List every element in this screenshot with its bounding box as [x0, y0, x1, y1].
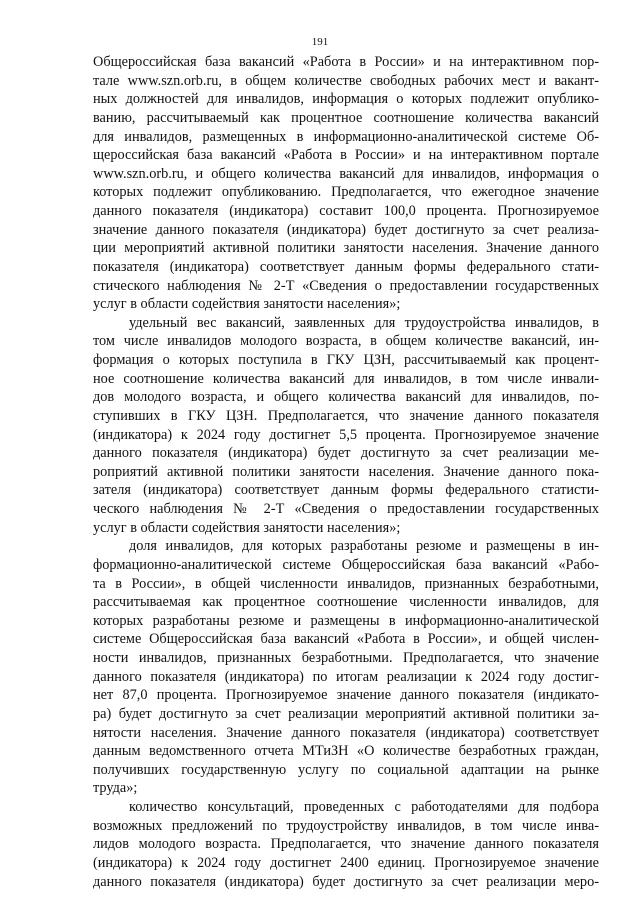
text-line: системе Общероссийская база вакансий «Работа в России», и общей числен-: [93, 631, 599, 648]
text-line: значение данного показателя (индикатора) будет достигнуто за счет реализа-: [93, 221, 599, 238]
text-line: данного показателя (индикатора) составит 100,0 процента. Прогнозируемое: [93, 203, 599, 219]
text-line: та в России», в общей численности инвалидов, признанных безработными,: [93, 575, 599, 592]
text-line: (индикатора) к 2024 году достигнет 2400 единиц. Прогнозируемое значение: [93, 854, 599, 871]
text-line: услуг в области содействия занятости населения»;: [93, 296, 401, 313]
text-line: показателя (индикатора) соответствует данным формы федерального стати-: [93, 258, 599, 275]
text-line: возможных предложений по трудоустройству инвалидов, в том числе инва-: [93, 817, 599, 834]
text-line: (индикатора) к 2024 году достигнет 5,5 процента. Прогнозируемое значение: [93, 426, 599, 443]
body-text: [93, 53, 599, 891]
text-line: получивших государственную услугу по социальной адаптации на рынке: [93, 761, 599, 778]
text-line: ступивших в ГКУ ЦЗН. Предполагается, что значение данного показателя: [93, 407, 599, 424]
text-line: данного показателя (индикатора) по итогам реализации к 2024 году достиг-: [93, 668, 599, 685]
text-line: количество консультаций, проведенных с работодателями для подбора: [129, 799, 599, 815]
text-line: ности инвалидов, признанных безработными. Предполагается, что значение: [93, 650, 599, 666]
text-line: стического наблюдения № 2-Т «Сведения о предоставлении государственных: [93, 277, 599, 294]
text-line: ческого наблюдения № 2-Т «Сведения о предоставлении государственных: [93, 501, 599, 517]
text-line: данным ведомственного отчета МТиЗН «О количестве безработных граждан,: [93, 743, 599, 760]
text-line: дов молодого возраста, и общего количества вакансий для инвалидов, по-: [93, 389, 599, 406]
text-line: роприятий активной политики занятости населения. Значение данного пока-: [93, 463, 599, 480]
text-line: www.szn.orb.ru, и общего количества вакансий для инвалидов, информация о: [93, 165, 599, 182]
text-line: удельный вес вакансий, заявленных для трудоустройства инвалидов, в: [129, 314, 599, 331]
text-line: ное соотношение количества вакансий для инвалидов, в том числе инвали-: [93, 370, 599, 387]
text-line: лидов молодого возраста. Предполагается, что значение данного показателя: [93, 836, 599, 853]
text-line: труда»;: [93, 780, 138, 797]
text-line: зателя (индикатора) соответствует данным формы федерального статисти-: [93, 482, 599, 499]
text-line: которых подлежит опубликованию. Предполагается, что ежегодное значение: [93, 184, 599, 201]
paragraph: [93, 314, 599, 538]
paragraph: [93, 537, 599, 798]
text-line: Общероссийская база вакансий «Работа в России» и на интерактивном пор-: [93, 54, 599, 70]
text-line: ции мероприятий активной политики занятости населения. Значение данного: [93, 240, 599, 257]
text-line: рассчитываемая как процентное соотношение численности инвалидов, для: [93, 594, 599, 611]
text-line: формационно-аналитической системе Общероссийская база вакансий «Рабо-: [93, 556, 599, 573]
page-number: 191: [311, 36, 329, 48]
text-line: данного показателя (индикатора) будет достигнуто за счет реализации ме-: [93, 445, 599, 462]
text-line: услуг в области содействия занятости населения»;: [93, 519, 401, 536]
paragraph: [93, 53, 599, 314]
paragraph: [93, 798, 599, 891]
text-line: для инвалидов, размещенных в информационно-аналитической системе Об-: [93, 128, 599, 145]
text-line: ванию, рассчитываемый как процентное соотношение количества вакансий: [93, 109, 599, 126]
text-line: тале www.szn.orb.ru, в общем количестве свободных рабочих мест и вакант-: [93, 72, 599, 89]
text-line: которых разработаны резюме и размещены в информационно-аналитической: [93, 612, 599, 629]
text-line: нет 87,0 процента. Прогнозируемое значение данного показателя (индикато-: [93, 687, 599, 704]
text-line: нятости населения. Значение данного показателя (индикатора) соответствует: [93, 724, 599, 741]
text-line: щероссийская база вакансий «Работа в России» и на интерактивном портале: [93, 147, 599, 164]
text-line: данного показателя (индикатора) будет достигнуто за счет реализации меро-: [93, 873, 599, 890]
text-line: формация о которых поступила в ГКУ ЦЗН, рассчитываемый как процент-: [93, 352, 599, 368]
text-line: ра) будет достигнуто за счет реализации мероприятий активной политики за-: [93, 705, 599, 722]
text-line: том числе инвалидов молодого возраста, в общем количестве вакансий, ин-: [93, 333, 599, 350]
text-line: ных должностей для инвалидов, информация о которых подлежит опублико-: [93, 91, 599, 108]
text-line: доля инвалидов, для которых разработаны резюме и размещены в ин-: [129, 538, 599, 555]
